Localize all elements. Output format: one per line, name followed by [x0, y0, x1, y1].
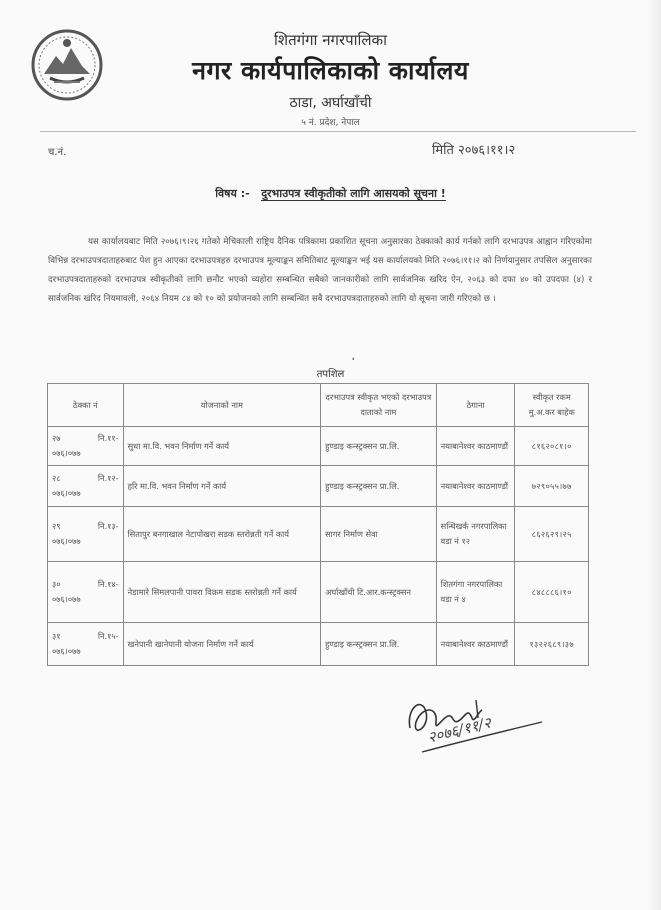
- municipality-name: शितगंगा नगरपालिका: [274, 31, 387, 49]
- contract-no: २९: [52, 521, 61, 531]
- amount-cell: ८६२६२९।२५: [515, 507, 589, 562]
- tick-mark-icon: ❛: [352, 356, 355, 365]
- address-cell: शितगंगा नगरपालिका वडा नं ४: [436, 562, 515, 623]
- address-cell: नयाबानेश्वर काठमाण्डौं: [436, 427, 515, 466]
- table-row: [48, 623, 589, 666]
- amount-cell: ८४८८८६।१०: [515, 562, 589, 623]
- contract-no: २७: [52, 433, 61, 443]
- table-row: [48, 427, 589, 466]
- scan-edge-shadow: [647, 0, 661, 910]
- contract-number-cell: [48, 466, 124, 507]
- address-cell: नयाबानेश्वर काठमाण्डौं: [436, 623, 515, 666]
- contract-number-cell: [48, 623, 124, 666]
- office-location: ठाडा, अर्घाखाँची: [289, 95, 372, 111]
- amount-cell: ८१६२०८१।०: [515, 427, 589, 466]
- column-header: दरभाउपत्र स्वीकृत भएको दरभाउपत्र दाताको नाम: [321, 384, 437, 427]
- office-name: नगर कार्यपालिकाको कार्यालय: [192, 56, 469, 85]
- subject-label: विषय :-: [215, 187, 250, 200]
- column-header: स्वीकृत रकम मु.अ.कर बाहेक: [515, 384, 589, 427]
- project-name-cell: सुधा मा.वि. भवन निर्माण गर्ने कार्य: [123, 427, 320, 466]
- contract-ref: नि.१२-: [97, 473, 119, 483]
- bidder-cell: हुण्डाइ कन्स्ट्रक्सन प्रा.लि.: [321, 623, 437, 666]
- address-cell: सन्धिखर्क नगरपालिका वडा नं १२: [436, 507, 515, 562]
- schedule-table: [47, 383, 589, 666]
- contract-no: ३०: [52, 579, 61, 589]
- column-header: योजनाको नाम: [123, 384, 320, 427]
- bidder-cell: हुण्डाइ कन्स्ट्रक्सन प्रा.लि.: [321, 427, 437, 466]
- schedule-title: तपशिल: [316, 369, 345, 380]
- project-name-cell: हरि मा.वि. भवन निर्माण गर्ने कार्य: [123, 466, 320, 507]
- fiscal-year: ०७६।०७७: [52, 448, 81, 458]
- contract-ref: नि.११-: [97, 433, 119, 443]
- subject-text: दुरभाउपत्र स्वीकृतीको लागि आसयको सूचना !: [261, 187, 446, 200]
- contract-no: ३१: [52, 631, 61, 641]
- signature-date: २०७६/११/२: [425, 713, 493, 747]
- table-row: [48, 466, 589, 507]
- contract-no: २८: [52, 473, 61, 483]
- header-divider: [40, 131, 636, 132]
- contract-ref: नि.१४-: [97, 579, 119, 589]
- fiscal-year: ०७६।०७७: [52, 488, 81, 498]
- bidder-cell: हुण्डाइ कन्स्ट्रक्सन प्रा.लि.: [321, 466, 437, 507]
- table-row: [48, 562, 589, 623]
- contract-ref: नि.१३-: [97, 521, 119, 531]
- column-header: ठेगाना: [436, 384, 515, 427]
- project-name-cell: सितापुर बनगाखाल नेटापोखरा सडक स्तरोन्नती गर्ने कार्य: [123, 507, 320, 562]
- notice-body-text: यस कार्यालयबाट मिति २०७६।९।२६ गतेको मेचिकाली राष्ट्रिय दैनिक पत्रिकामा प्रकाशित सूचना अनुसारका ठेक्काको कार्य गर्नको लागि दरभाउपत्र आह्वान गरिएकोमा विभिन्न दरभाउपत्रदाताहरुबाट पेश हुन आएका दरभाउपत्रहरु दरभाउपत्र मूल्याङ्कन समितिबाट मूल्याङ्कन भई यस कार्यालयको मिति २०७६।११।२ को निर्णयानुसार तपसिल अनुसारका दरभाउपत्रदाताहरुको दरभाउपत्र स्वीकृतीको लागि छनौट भएको व्यहोरा सम्बन्धित सबैको जानकारीको लागि सार्वजनिक खरिद ऐन, २०६३ को दफा ४० को उपदफा (४) र सार्वजनिक खरिद नियमावली, २०६४ नियम ८४ को १० को प्रयोजनको लागि सम्बन्धित सबै दरभाउपत्रदाताहरुको लागि यो सूचना जारी गरिएको छ ।: [48, 237, 592, 304]
- address-cell: नयाबानेश्वर काठमाण्डौं: [436, 466, 515, 507]
- letter-date: मिति २०७६।११।२: [432, 143, 516, 158]
- contract-number-cell: [48, 507, 124, 562]
- fiscal-year: ०७६।०७७: [52, 594, 81, 604]
- table-header-row: [48, 384, 589, 427]
- contract-number-cell: [48, 562, 124, 623]
- project-name-cell: नेडामारे सिमलपानी पावरा विक्रम सडक स्तरोन्नती गर्ने कार्य: [123, 562, 320, 623]
- table-row: [48, 507, 589, 562]
- fiscal-year: ०७६।०७७: [52, 646, 81, 656]
- notice-body: [48, 233, 592, 309]
- reference-number: च.नं.: [48, 147, 67, 158]
- amount-cell: ७२९०५५।७७: [515, 466, 589, 507]
- contract-number-cell: [48, 427, 124, 466]
- contract-ref: नि.१५-: [97, 631, 119, 641]
- subject-line: [0, 186, 661, 201]
- amount-cell: १३२२६८९।३७: [515, 623, 589, 666]
- bidder-cell: सागर निर्माण सेवा: [321, 507, 437, 562]
- column-header: ठेक्का नं: [48, 384, 124, 427]
- project-name-cell: खनेपानी खानेपानी योजना निर्माण गर्ने कार्य: [123, 623, 320, 666]
- fiscal-year: ०७६।०७७: [52, 536, 81, 546]
- province-line: ५ नं. प्रदेश, नेपाल: [301, 118, 360, 128]
- bidder-cell: अर्घाखाँची टि.आर.कन्स्ट्रक्सन: [321, 562, 437, 623]
